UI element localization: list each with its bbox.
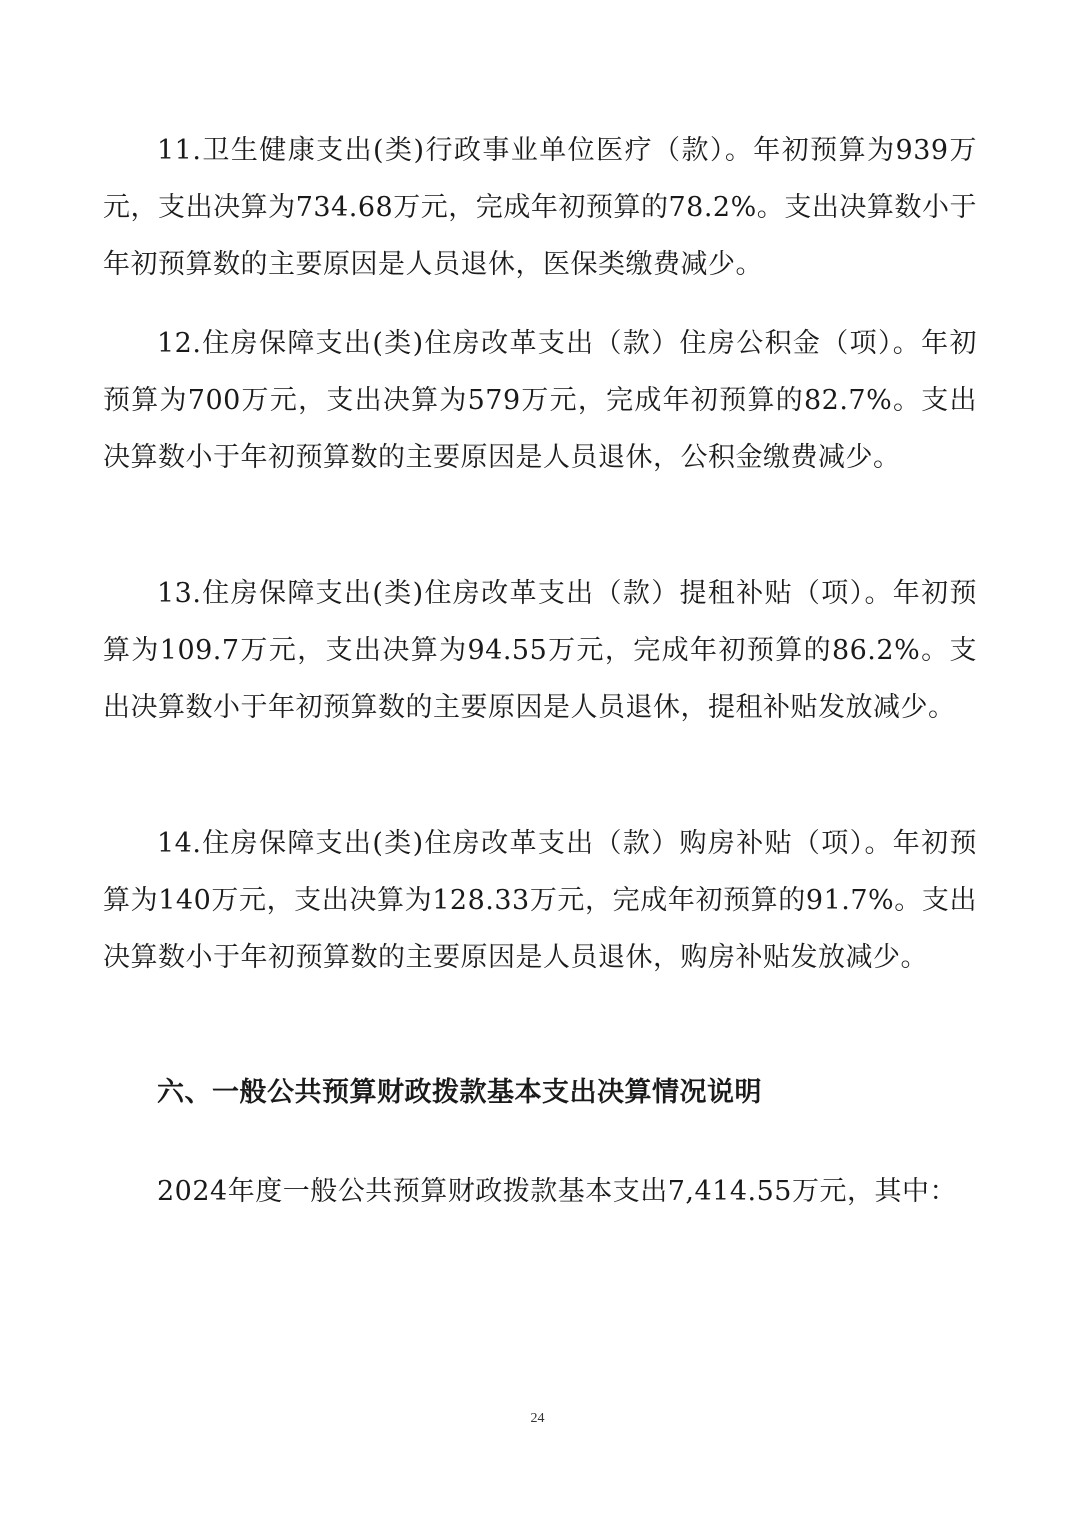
paragraph-item-11: 11.卫生健康支出(类)行政事业单位医疗（款）。年初预算为939万元，支出决算为734.68万元，完成年初预算的78.2%。支出决算数小于年初预算数的主要原因是人员退休，医保类缴费减少。	[103, 135, 977, 280]
section-intro-paragraph: 2024年度一般公共预算财政拨款基本支出7,414.55万元，其中：	[157, 1176, 957, 1207]
paragraph-item-12: 12.住房保障支出(类)住房改革支出（款）住房公积金（项）。年初预算为700万元，支出决算为579万元，完成年初预算的82.7%。支出决算数小于年初预算数的主要原因是人员退休，公积金缴费减少。	[103, 328, 977, 473]
page-number: 24	[530, 1411, 545, 1426]
paragraph-item-13: 13.住房保障支出(类)住房改革支出（款）提租补贴（项）。年初预算为109.7万元，支出决算为94.55万元，完成年初预算的86.2%。支出决算数小于年初预算数的主要原因是人员退休，提租补贴发放减少。	[103, 578, 977, 723]
section-heading: 六、一般公共预算财政拨款基本支出决算情况说明	[157, 1077, 762, 1108]
paragraph-item-14: 14.住房保障支出(类)住房改革支出（款）购房补贴（项）。年初预算为140万元，支出决算为128.33万元，完成年初预算的91.7%。支出决算数小于年初预算数的主要原因是人员退休，购房补贴发放减少。	[103, 828, 977, 973]
